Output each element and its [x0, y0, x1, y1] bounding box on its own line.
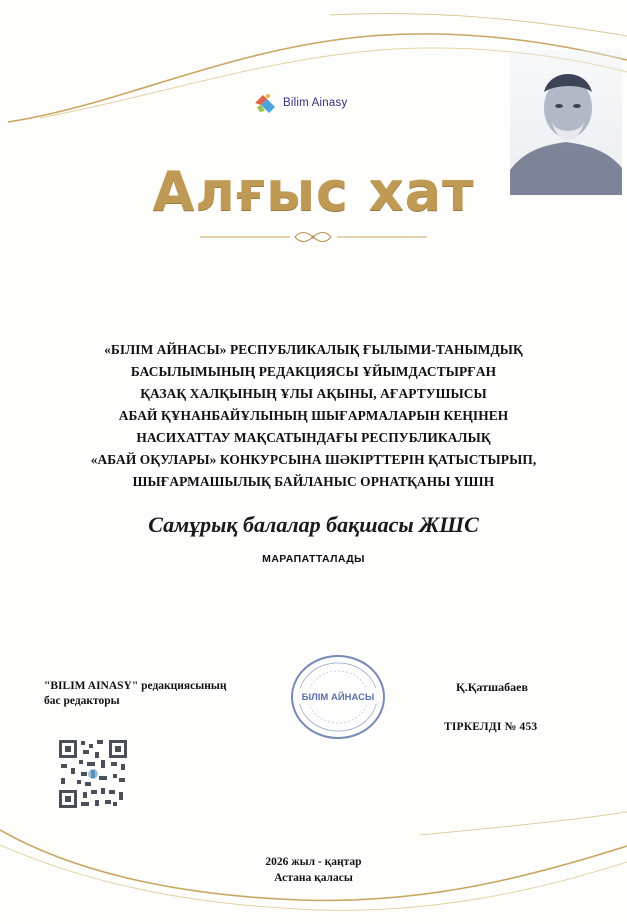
official-stamp-icon [290, 654, 386, 740]
brand-logo [252, 92, 347, 114]
recipient-name: Самұрық балалар бақшасы ЖШС [148, 512, 479, 537]
registration-number: ТІРКЕЛДІ № 453 [444, 721, 538, 733]
editor-title [44, 679, 226, 709]
certificate-title: Алғыс хат [152, 160, 475, 223]
issue-city: Астана қаласы [274, 872, 353, 884]
body-line: «АБАЙ ОҚУЛАРЫ» КОНКУРСЫНА ШӘКІРТТЕРІН ҚАТЫСТЫРЫП, [90, 452, 537, 467]
editor-title-line: бас редакторы [44, 695, 120, 707]
brand-name: Bilim Ainasy [283, 97, 348, 109]
awarded-label: МАРАПАТТАЛАДЫ [262, 553, 365, 565]
bilim-ainasy-logo-icon [252, 92, 278, 114]
body-line: НАСИХАТТАУ МАҚСАТЫНДАҒЫ РЕСПУБЛИКАЛЫҚ [136, 430, 491, 445]
ornament-divider-icon [200, 230, 427, 244]
body-line: ШЫҒАРМАШЫЛЫҚ БАЙЛАНЫС ОРНАТҚАНЫ ҮШІН [132, 474, 495, 489]
body-line: АБАЙ ҚҰНАНБАЙҰЛЫНЫҢ ШЫҒАРМАЛАРЫН КЕҢІНЕН [118, 408, 509, 423]
footer-date-place [0, 854, 627, 886]
certificate-body [40, 339, 587, 493]
editor-title-line: "BILIM AINASY" редакциясының [44, 680, 227, 692]
signer-name: Қ.Қатшабаев [456, 680, 528, 694]
stamp-text: БІЛІМ АЙНАСЫ [301, 692, 375, 703]
body-line: «БІЛІМ АЙНАСЫ» РЕСПУБЛИКАЛЫҚ ҒЫЛЫМИ-ТАНЫМДЫҚ [104, 342, 523, 357]
body-line: БАСЫЛЫМЫНЫҢ РЕДАКЦИЯСЫ ҰЙЫМДАСТЫРҒАН [130, 364, 497, 379]
body-line: ҚАЗАҚ ХАЛҚЫНЫҢ ҰЛЫ АҚЫНЫ, АҒАРТУШЫСЫ [140, 386, 487, 401]
qr-code-icon [57, 738, 129, 810]
issue-date: 2026 жыл - қаңтар [265, 856, 362, 868]
